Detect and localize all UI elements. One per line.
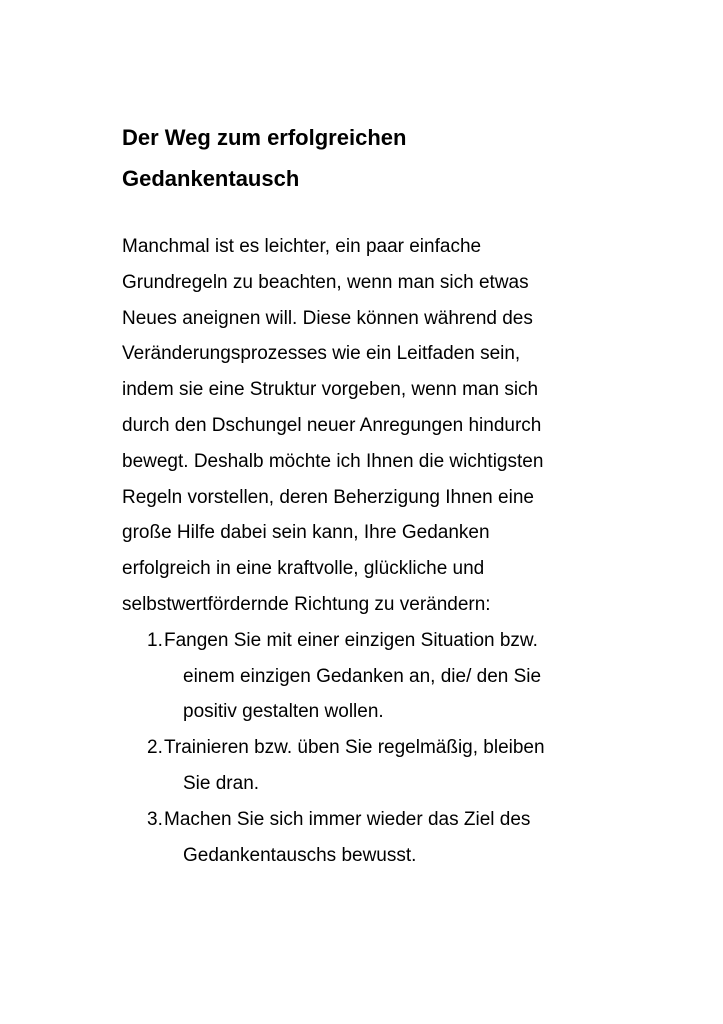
title-line: Gedankentausch (122, 166, 300, 191)
paragraph-line: indem sie eine Struktur vorgeben, wenn man sich (122, 379, 539, 401)
rules-list (122, 623, 602, 874)
list-item-2 (122, 730, 602, 802)
list-item-3 (122, 802, 602, 874)
paragraph-line: Neues aneignen will. Diese können während des (122, 307, 533, 329)
paragraph-line: große Hilfe dabei sein kann, Ihre Gedanken (122, 522, 490, 544)
paragraph-line: bewegt. Deshalb möchte ich Ihnen die wichtigsten (122, 450, 544, 472)
list-number: 2. (147, 737, 163, 759)
list-item-text: Fangen Sie mit einer einzigen Situation bzw. (164, 629, 538, 651)
paragraph-line: Grundregeln zu beachten, wenn man sich etwas (122, 271, 529, 293)
document-title (122, 117, 602, 199)
list-item-text: Trainieren bzw. üben Sie regelmäßig, bleiben (164, 737, 545, 759)
list-item-text: Gedankentauschs bewusst. (183, 844, 417, 866)
paragraph-line: erfolgreich in eine kraftvolle, glückliche und (122, 558, 485, 580)
title-line: Der Weg zum erfolgreichen (122, 125, 407, 150)
list-item-text: Machen Sie sich immer wieder das Ziel des (164, 808, 531, 830)
paragraph-line: Regeln vorstellen, deren Beherzigung Ihnen eine (122, 486, 534, 508)
paragraph-line: Veränderungsprozesses wie ein Leitfaden sein, (122, 343, 521, 365)
paragraph-line: selbstwertfördernde Richtung zu verändern: (122, 593, 491, 615)
list-number: 1. (147, 629, 163, 651)
intro-paragraph (122, 229, 602, 623)
list-item-1 (122, 623, 602, 730)
list-item-text: Sie dran. (183, 772, 260, 794)
list-item-text: positiv gestalten wollen. (183, 701, 384, 723)
list-item-text: einem einzigen Gedanken an, die/ den Sie (183, 665, 542, 687)
document-page (122, 117, 602, 873)
list-number: 3. (147, 808, 163, 830)
paragraph-line: durch den Dschungel neuer Anregungen hindurch (122, 414, 542, 436)
paragraph-line: Manchmal ist es leichter, ein paar einfache (122, 236, 482, 257)
